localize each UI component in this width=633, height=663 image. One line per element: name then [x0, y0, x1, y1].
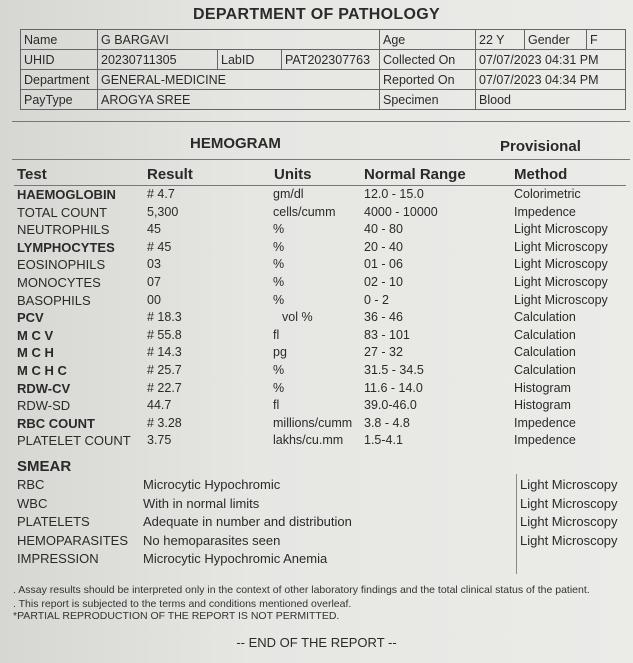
- test-units: millions/cumm: [273, 415, 353, 430]
- test-name: NEUTROPHILS: [17, 222, 110, 238]
- test-range: 4000 - 10000: [364, 204, 438, 219]
- test-result: # 3.28: [147, 415, 182, 430]
- test-units: %: [273, 363, 285, 377]
- test-units: %: [273, 380, 285, 395]
- test-range: 12.0 - 15.0: [364, 187, 424, 201]
- table-row: [0, 328, 633, 346]
- table-row: [0, 293, 633, 311]
- test-units: %: [273, 239, 285, 254]
- table-row: [0, 433, 633, 451]
- collected-value: 07/07/2023 04:31 PM: [476, 50, 626, 70]
- department-value: GENERAL-MEDICINE: [98, 70, 380, 90]
- labid-value: PAT202307763: [282, 50, 380, 70]
- smear-method: Light Microscopy: [520, 477, 618, 492]
- table-row: [0, 275, 633, 293]
- uhid-value: 20230711305: [98, 50, 218, 70]
- col-header-result: Result: [147, 166, 193, 183]
- test-result: # 55.8: [147, 327, 182, 342]
- divider-line: [12, 159, 630, 160]
- test-units: fl: [273, 398, 280, 413]
- gender-value: F: [587, 30, 626, 50]
- smear-name: WBC: [17, 495, 48, 511]
- test-range: 0 - 2: [364, 292, 390, 307]
- footnote: . This report is subjected to the terms and conditions mentioned overleaf.: [13, 598, 352, 610]
- paytype-label: PayType: [21, 90, 98, 110]
- test-result: # 14.3: [147, 345, 182, 360]
- table-row: [0, 187, 633, 205]
- table-row: [0, 240, 633, 258]
- test-method: Light Microscopy: [514, 239, 608, 254]
- test-method: Calculation: [514, 345, 576, 360]
- smear-divider: [516, 474, 517, 574]
- test-units: lakhs/cu.mm: [273, 433, 344, 448]
- test-method: Light Microscopy: [514, 275, 608, 289]
- test-method: Histogram: [514, 398, 571, 413]
- test-units: pg: [273, 345, 287, 360]
- report-status: Provisional: [500, 138, 581, 155]
- table-row: [0, 205, 633, 223]
- col-header-method: Method: [514, 166, 568, 183]
- test-units: %: [273, 292, 285, 307]
- table-row: [0, 257, 633, 275]
- table-row: [0, 310, 633, 328]
- test-name: TOTAL COUNT: [17, 204, 108, 220]
- test-result: 3.75: [147, 433, 172, 448]
- smear-title: SMEAR: [17, 458, 72, 475]
- test-method: Colorimetric: [514, 187, 581, 201]
- smear-row: [0, 496, 633, 514]
- test-name: LYMPHOCYTES: [17, 239, 115, 255]
- test-range: 31.5 - 34.5: [364, 363, 424, 377]
- table-row: [0, 398, 633, 416]
- smear-row: [0, 514, 633, 532]
- footnote: *PARTIAL REPRODUCTION OF THE REPORT IS NOT PERMITTED.: [13, 610, 340, 622]
- age-value: 22 Y: [476, 30, 525, 50]
- smear-result: Microcytic Hypochromic: [143, 477, 281, 492]
- test-units: cells/cumm: [273, 204, 336, 219]
- test-result: 44.7: [147, 398, 172, 413]
- test-result: 45: [147, 222, 161, 237]
- uhid-label: UHID: [21, 50, 98, 70]
- test-method: Light Microscopy: [514, 257, 608, 272]
- test-method: Impedence: [514, 415, 576, 430]
- smear-result: With in normal limits: [143, 495, 260, 511]
- smear-result: Microcytic Hypochromic Anemia: [143, 551, 328, 566]
- end-of-report: -- END OF THE REPORT --: [236, 635, 397, 650]
- smear-row: [0, 551, 633, 569]
- test-units: %: [273, 257, 285, 272]
- test-name: BASOPHILS: [17, 292, 91, 308]
- report-title: HEMOGRAM: [190, 135, 281, 152]
- test-range: 3.8 - 4.8: [364, 415, 410, 430]
- test-result: 5,300: [147, 204, 179, 219]
- test-name: RDW-CV: [17, 380, 71, 396]
- smear-result: Adequate in number and distribution: [143, 514, 352, 529]
- test-range: 36 - 46: [364, 310, 403, 325]
- test-result: # 22.7: [147, 380, 182, 395]
- smear-row: [0, 477, 633, 495]
- test-method: Light Microscopy: [514, 292, 608, 307]
- patient-info-table: [20, 29, 626, 110]
- test-name: RBC COUNT: [17, 415, 95, 431]
- col-header-units: Units: [274, 166, 312, 183]
- test-name: PLATELET COUNT: [17, 433, 131, 449]
- test-method: Histogram: [514, 380, 571, 395]
- specimen-label: Specimen: [380, 90, 476, 110]
- test-method: Light Microscopy: [514, 222, 608, 237]
- paytype-value: AROGYA SREE: [98, 90, 380, 110]
- smear-method: Light Microscopy: [520, 532, 618, 548]
- test-range: 40 - 80: [364, 222, 403, 237]
- col-header-range: Normal Range: [364, 166, 466, 183]
- footnote: . Assay results should be interpreted only in the context of other laboratory findings and the total clinical status of the patient.: [13, 584, 590, 596]
- test-name: M C V: [17, 327, 54, 343]
- reported-label: Reported On: [380, 70, 476, 90]
- age-label: Age: [380, 30, 476, 50]
- test-result: 00: [147, 292, 161, 307]
- test-range: 39.0-46.0: [364, 398, 417, 413]
- test-range: 11.6 - 14.0: [364, 380, 423, 395]
- smear-row: [0, 533, 633, 551]
- smear-name: IMPRESSION: [17, 551, 99, 566]
- test-name: EOSINOPHILS: [17, 257, 106, 273]
- test-name: HAEMOGLOBIN: [17, 187, 116, 202]
- test-method: Calculation: [514, 310, 576, 325]
- test-units: vol %: [282, 310, 313, 325]
- test-name: RDW-SD: [17, 398, 71, 414]
- specimen-value: Blood: [476, 90, 626, 110]
- test-result: # 45: [147, 239, 172, 254]
- test-result: # 4.7: [147, 187, 175, 201]
- test-result: 03: [147, 257, 161, 272]
- table-row: [0, 381, 633, 399]
- smear-name: PLATELETS: [17, 514, 90, 529]
- test-method: Impedence: [514, 433, 576, 448]
- reported-value: 07/07/2023 04:34 PM: [476, 70, 626, 90]
- test-range: 1.5-4.1: [364, 433, 403, 448]
- smear-method: Light Microscopy: [520, 514, 618, 529]
- test-name: PCV: [17, 310, 44, 326]
- test-range: 20 - 40: [364, 239, 403, 254]
- patient-name: G BARGAVI: [98, 30, 380, 50]
- test-units: gm/dl: [273, 187, 304, 201]
- table-row: [0, 222, 633, 240]
- test-range: 83 - 101: [364, 327, 410, 342]
- department-label: Department: [21, 70, 98, 90]
- divider-line: [12, 121, 630, 122]
- test-units: fl: [273, 327, 280, 342]
- test-units: %: [273, 222, 285, 237]
- name-label: Name: [21, 30, 98, 50]
- smear-result: No hemoparasites seen: [143, 532, 281, 548]
- table-row: [0, 345, 633, 363]
- smear-method: Light Microscopy: [520, 495, 618, 511]
- test-name: M C H C: [17, 363, 67, 378]
- table-row: [0, 416, 633, 434]
- test-method: Calculation: [514, 327, 576, 342]
- test-result: # 25.7: [147, 363, 182, 377]
- smear-name: RBC: [17, 477, 45, 492]
- test-range: 27 - 32: [364, 345, 403, 360]
- table-row: [0, 363, 633, 381]
- collected-label: Collected On: [380, 50, 476, 70]
- test-range: 02 - 10: [364, 275, 403, 289]
- gender-label: Gender: [525, 30, 587, 50]
- header-underline: [14, 185, 626, 186]
- test-result: 07: [147, 275, 161, 289]
- test-result: # 18.3: [147, 310, 182, 325]
- test-method: Impedence: [514, 204, 576, 219]
- smear-name: HEMOPARASITES: [17, 532, 129, 548]
- test-name: M C H: [17, 345, 54, 361]
- test-name: MONOCYTES: [17, 275, 101, 290]
- test-units: %: [273, 275, 285, 289]
- department-title: DEPARTMENT OF PATHOLOGY: [193, 6, 440, 23]
- col-header-test: Test: [17, 166, 47, 183]
- test-range: 01 - 06: [364, 257, 403, 272]
- test-method: Calculation: [514, 363, 576, 377]
- labid-label: LabID: [218, 50, 282, 70]
